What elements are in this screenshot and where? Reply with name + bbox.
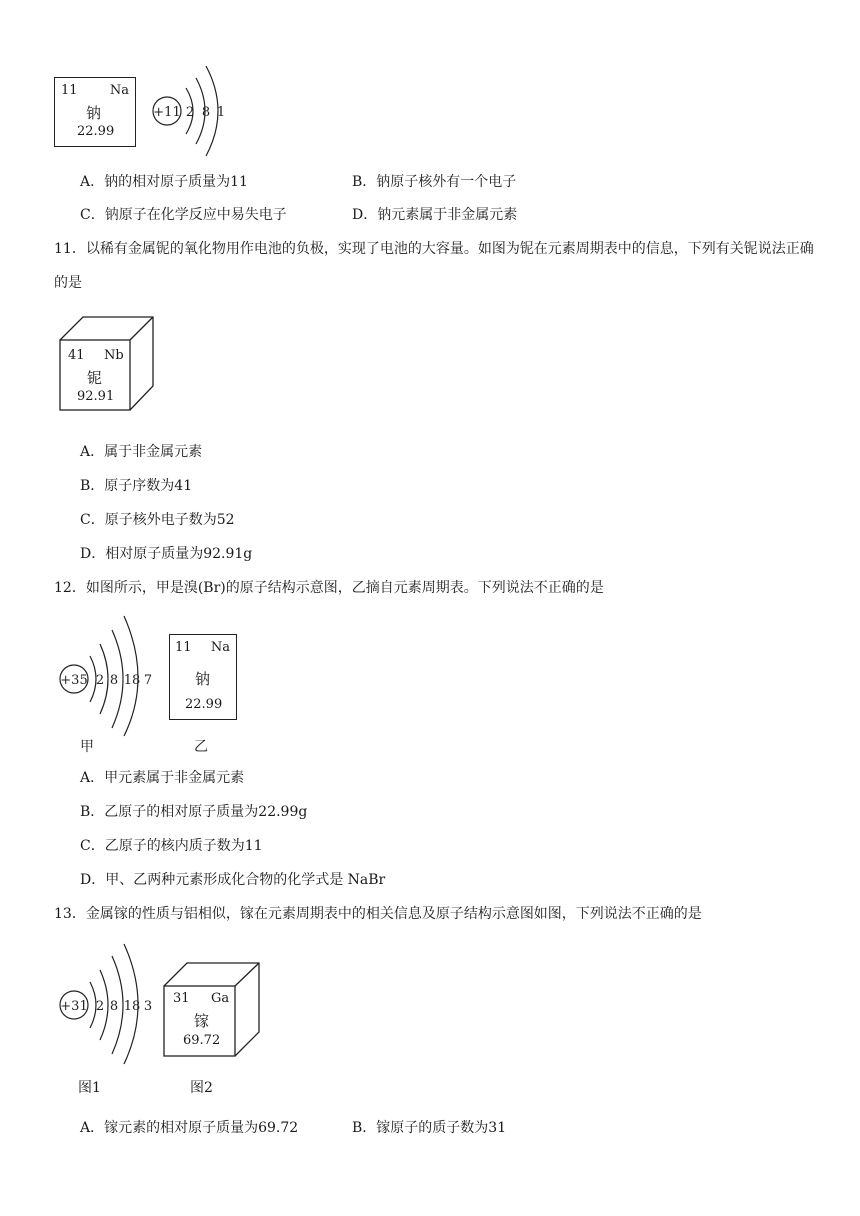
sodium-atom-structure-diagram xyxy=(150,58,240,160)
atomic-number: 11 xyxy=(175,640,192,655)
element-symbol: Ga xyxy=(211,991,230,1006)
q13-option-a: A．镓元素的相对原子质量为69.72 xyxy=(80,1120,299,1136)
q10-option-a: A．钠的相对原子质量为11 xyxy=(80,174,248,190)
q11-option-c: C．原子核外电子数为52 xyxy=(80,512,235,528)
q10-option-d: D．钠元素属于非金属元素 xyxy=(352,207,518,223)
q11-option-b: B．原子序数为41 xyxy=(80,478,193,494)
q12-option-a: A．甲元素属于非金属元素 xyxy=(80,770,245,786)
niobium-element-tile xyxy=(60,340,130,410)
shell-electrons-4: 3 xyxy=(143,999,153,1014)
atomic-number: 11 xyxy=(61,83,78,98)
element-name: 镓 xyxy=(194,1012,210,1030)
figure-caption-right: 图2 xyxy=(190,1080,213,1096)
shell-electrons-4: 7 xyxy=(143,673,153,688)
shell-electrons-2: 8 xyxy=(109,999,119,1014)
atomic-mass: 22.99 xyxy=(185,697,223,712)
figure-caption-left: 图1 xyxy=(78,1080,101,1096)
q12-option-b: B．乙原子的相对原子质量为22.99g xyxy=(80,804,308,820)
q13-stem: 13．金属镓的性质与铝相似，镓在元素周期表中的相关信息及原子结构示意图如图，下列说法不正确的是 xyxy=(54,906,702,922)
element-name: 钠 xyxy=(86,104,102,122)
gallium-element-tile xyxy=(164,986,235,1056)
sodium-element-tile xyxy=(169,634,237,720)
shell-electrons-1: 2 xyxy=(95,673,105,688)
atomic-number: 41 xyxy=(68,348,85,363)
atomic-mass: 22.99 xyxy=(77,124,115,139)
element-name: 铌 xyxy=(87,369,103,387)
element-name: 钠 xyxy=(195,670,211,688)
nucleus-charge: +35 xyxy=(60,673,88,688)
shell-electrons-3: 18 xyxy=(123,999,141,1014)
bromine-atom-structure-diagram xyxy=(56,610,160,738)
q10-option-c: C．钠原子在化学反应中易失电子 xyxy=(80,207,287,223)
figure-caption-right: 乙 xyxy=(194,739,208,755)
shell-electrons-2: 8 xyxy=(201,105,211,120)
q12-stem: 12．如图所示，甲是溴(Br)的原子结构示意图，乙摘自元素周期表。下列说法不正确的是 xyxy=(54,580,604,596)
q11-option-d: D．相对原子质量为92.91g xyxy=(80,546,253,562)
q12-option-d: D．甲、乙两种元素形成化合物的化学式是 NaBr xyxy=(80,872,386,888)
shell-electrons-3: 1 xyxy=(216,105,226,120)
shell-electrons-3: 18 xyxy=(123,673,141,688)
element-symbol: Nb xyxy=(104,348,124,363)
q11-option-a: A．属于非金属元素 xyxy=(80,444,203,460)
shell-electrons-1: 2 xyxy=(185,105,195,120)
atomic-mass: 92.91 xyxy=(77,389,115,404)
nucleus-charge: +31 xyxy=(60,999,88,1014)
shell-electrons-2: 8 xyxy=(109,673,119,688)
q10-option-b: B．钠原子核外有一个电子 xyxy=(352,174,517,190)
shell-electrons-1: 2 xyxy=(95,999,105,1014)
atomic-number: 31 xyxy=(173,991,190,1006)
q12-option-c: C．乙原子的核内质子数为11 xyxy=(80,838,263,854)
figure-caption-left: 甲 xyxy=(80,739,94,755)
gallium-atom-structure-diagram xyxy=(56,940,160,1066)
q13-option-b: B．镓原子的质子数为31 xyxy=(352,1120,507,1136)
nucleus-charge: +11 xyxy=(153,105,181,120)
sodium-element-tile xyxy=(54,77,136,147)
element-symbol: Na xyxy=(109,83,129,98)
q11-stem: 11．以稀有金属铌的氧化物用作电池的负极，实现了电池的大容量。如图为铌在元素周期表中的信息，下列有关铌说法正确的是 xyxy=(54,241,814,291)
element-symbol: Na xyxy=(210,640,230,655)
atomic-mass: 69.72 xyxy=(183,1033,221,1048)
